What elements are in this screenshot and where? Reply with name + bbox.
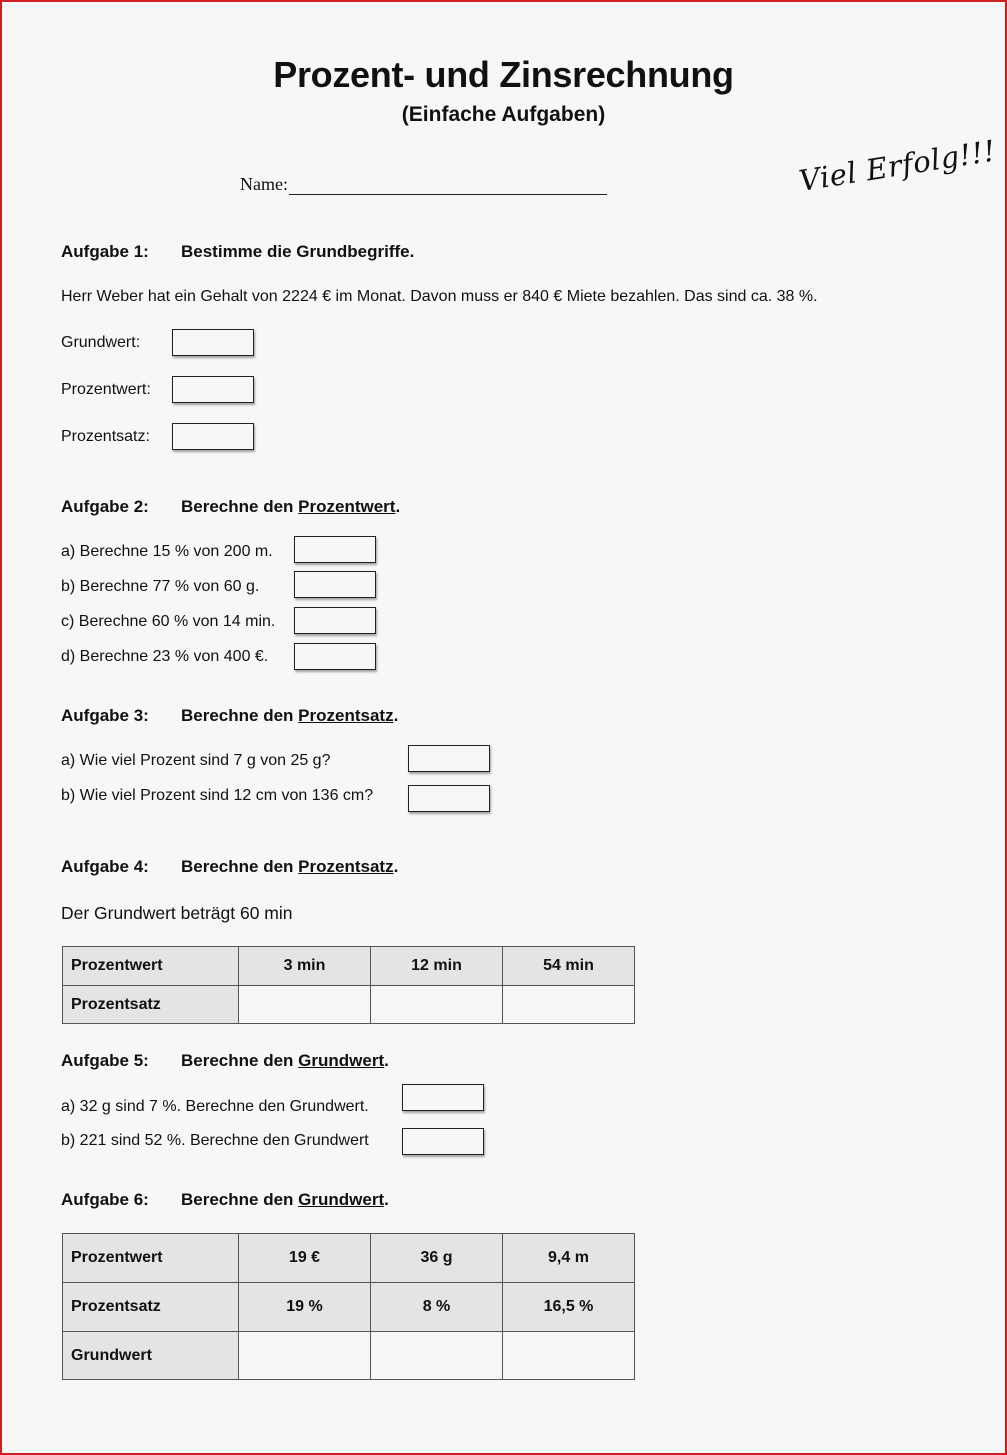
task4-term: Prozentsatz [298, 857, 394, 876]
table-row [63, 986, 635, 1024]
task4-number: Aufgabe 4: [61, 857, 149, 876]
table-cell: 19 % [239, 1283, 371, 1332]
table-row-label: Prozentsatz [63, 1283, 239, 1332]
table-cell: 12 min [371, 947, 503, 986]
task3-number: Aufgabe 3: [61, 706, 149, 725]
task1-field-label-prozentsatz: Prozentsatz: [61, 428, 150, 445]
table-cell: 36 g [371, 1234, 503, 1283]
table-row-label: Prozentsatz [63, 986, 239, 1024]
task4-table [62, 946, 635, 1024]
table-answer-cell[interactable] [371, 986, 503, 1024]
task2-heading [61, 497, 400, 517]
page-subtitle: (Einfache Aufgaben) [401, 103, 606, 126]
table-answer-cell[interactable] [503, 1332, 635, 1380]
table-cell: 8 % [371, 1283, 503, 1332]
table-answer-cell[interactable] [239, 1332, 371, 1380]
table-cell: 9,4 m [503, 1234, 635, 1283]
table-row [63, 947, 635, 986]
table-answer-cell[interactable] [503, 986, 635, 1024]
table-cell: 3 min [239, 947, 371, 986]
table-row-label: Grundwert [63, 1332, 239, 1380]
name-label: Name: [240, 174, 288, 194]
table-answer-cell[interactable] [239, 986, 371, 1024]
task1-field-label-prozentwert: Prozentwert: [61, 381, 151, 398]
task2-number: Aufgabe 2: [61, 497, 149, 516]
table-row-label: Prozentwert [63, 1234, 239, 1283]
good-luck-signature: Viel Erfolg!!! [796, 133, 998, 198]
task1-field-label-grundwert: Grundwert: [61, 334, 141, 351]
task2-answer-a[interactable] [294, 536, 376, 563]
page-title: Prozent- und Zinsrechnung [273, 54, 734, 95]
task2-answer-b[interactable] [294, 571, 376, 598]
task5-answer-a[interactable] [402, 1084, 484, 1111]
task4-heading [61, 857, 398, 877]
task2-term: Prozentwert [298, 497, 396, 516]
task2-item-a: a) Berechne 15 % von 200 m. [61, 543, 273, 560]
task1-answer-grundwert[interactable] [172, 329, 254, 356]
task5-item-b: b) 221 sind 52 %. Berechne den Grundwert [61, 1132, 369, 1149]
table-cell: 19 € [239, 1234, 371, 1283]
task5-number: Aufgabe 5: [61, 1051, 149, 1070]
task5-term: Grundwert [298, 1051, 385, 1070]
task3-term: Prozentsatz [298, 706, 394, 725]
name-field [240, 174, 607, 195]
task4-text: Der Grundwert beträgt 60 min [61, 903, 293, 923]
task1-heading [61, 242, 414, 262]
task6-instruction: Berechne den Grundwert. [181, 1190, 389, 1209]
task4-instruction: Berechne den Prozentsatz. [181, 857, 399, 876]
task3-item-b: b) Wie viel Prozent sind 12 cm von 136 cm? [61, 787, 374, 804]
name-line[interactable] [289, 176, 607, 195]
task2-answer-c[interactable] [294, 607, 376, 634]
task3-answer-a[interactable] [408, 745, 490, 772]
task1-answer-prozentsatz[interactable] [172, 423, 254, 450]
task6-number: Aufgabe 6: [61, 1190, 149, 1209]
task2-item-b: b) Berechne 77 % von 60 g. [61, 578, 260, 595]
task3-item-a: a) Wie viel Prozent sind 7 g von 25 g? [61, 752, 331, 769]
task2-instruction: Berechne den Prozentwert. [181, 497, 401, 516]
table-row [63, 1234, 635, 1283]
task3-heading [61, 706, 398, 726]
task2-item-d: d) Berechne 23 % von 400 €. [61, 648, 269, 665]
task1-answer-prozentwert[interactable] [172, 376, 254, 403]
task6-table [62, 1233, 635, 1380]
table-row [63, 1283, 635, 1332]
table-cell: 16,5 % [503, 1283, 635, 1332]
task1-number: Aufgabe 1: [61, 242, 149, 261]
task6-heading [61, 1190, 389, 1210]
task1-instruction: Bestimme die Grundbegriffe. [181, 242, 415, 261]
table-row [63, 1332, 635, 1380]
table-cell: 54 min [503, 947, 635, 986]
table-answer-cell[interactable] [371, 1332, 503, 1380]
task3-instruction: Berechne den Prozentsatz. [181, 706, 399, 725]
task5-heading [61, 1051, 389, 1071]
task3-answer-b[interactable] [408, 785, 490, 812]
task2-answer-d[interactable] [294, 643, 376, 670]
task5-item-a: a) 32 g sind 7 %. Berechne den Grundwert. [61, 1098, 369, 1115]
task1-text: Herr Weber hat ein Gehalt von 2224 € im Monat. Davon muss er 840 € Miete bezahlen. Das sind ca. 38 %. [61, 288, 818, 305]
task6-term: Grundwert [298, 1190, 385, 1209]
task2-item-c: c) Berechne 60 % von 14 min. [61, 613, 276, 630]
task5-answer-b[interactable] [402, 1128, 484, 1155]
task5-instruction: Berechne den Grundwert. [181, 1051, 389, 1070]
table-row-label: Prozentwert [63, 947, 239, 986]
